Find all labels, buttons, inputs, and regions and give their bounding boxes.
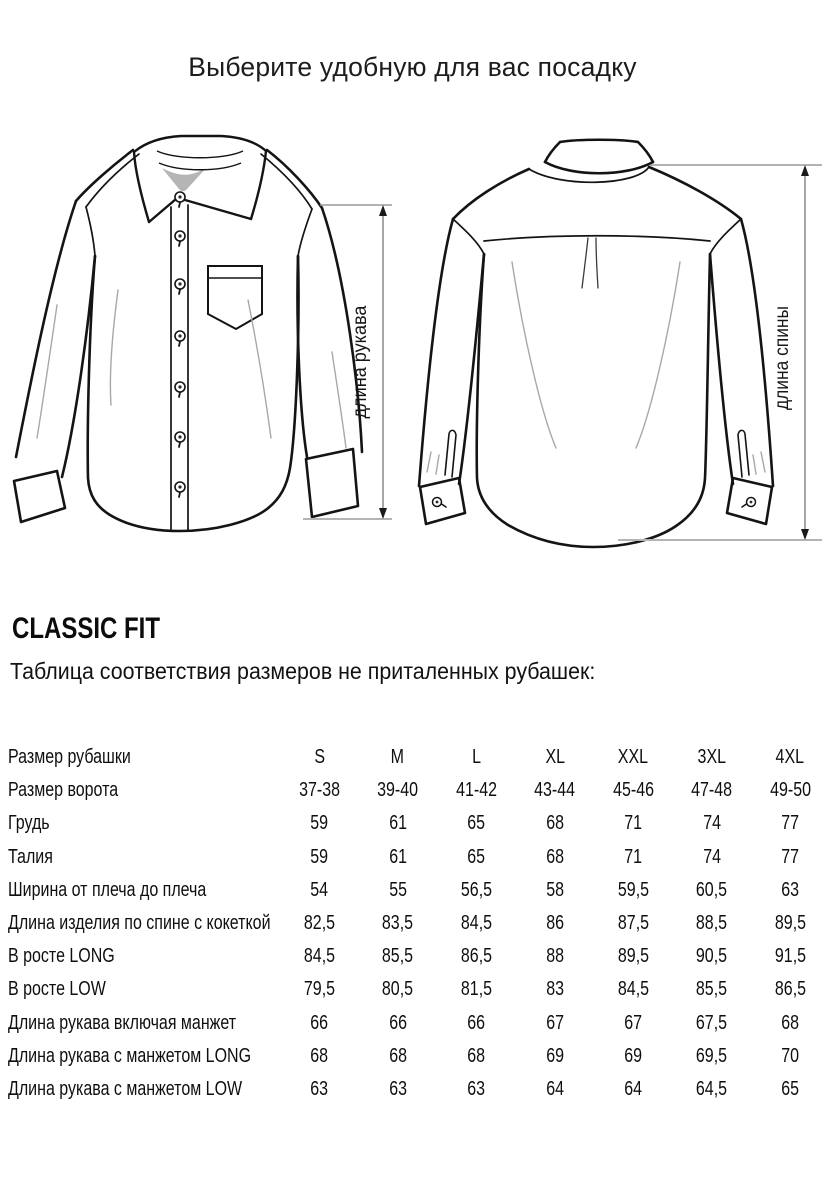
arrow-up-icon [379, 205, 387, 216]
size-value-cell: 77 [781, 845, 800, 868]
row-label: Длина рукава с манжетом LOW [8, 1077, 243, 1100]
size-value-cell: 61 [388, 812, 407, 835]
size-value-cell: 60,5 [696, 878, 728, 901]
size-table [8, 741, 825, 1106]
size-value-cell: 68 [467, 1044, 486, 1067]
size-value-cell: 74 [702, 845, 721, 868]
size-value-cell: 82,5 [303, 912, 335, 935]
size-value-cell: 87,5 [617, 912, 649, 935]
size-value-cell: 68 [545, 812, 564, 835]
size-value-cell: 65 [467, 845, 486, 868]
size-value-cell: 55 [388, 878, 407, 901]
back-length-dimension [618, 165, 822, 540]
size-value-cell: 86,5 [460, 945, 492, 968]
size-value-cell: 64 [545, 1077, 564, 1100]
row-label: В росте LONG [8, 945, 115, 968]
size-value-cell: 88,5 [696, 912, 728, 935]
center-pleat [582, 238, 598, 288]
size-value-cell: 63 [467, 1077, 486, 1100]
size-value-cell: 68 [388, 1044, 407, 1067]
size-value-cell: 84,5 [617, 978, 649, 1001]
size-value-cell: 71 [624, 845, 643, 868]
size-value-cell: 74 [702, 812, 721, 835]
row-label: В росте LOW [8, 978, 106, 1001]
size-value-cell: 69 [545, 1044, 564, 1067]
sleeve-length-label: длина рукава [350, 299, 371, 419]
size-value-cell: 45-46 [612, 779, 654, 802]
size-value-cell: 86,5 [774, 978, 806, 1001]
size-value-cell: 65 [467, 812, 486, 835]
size-value-cell: 91,5 [774, 945, 806, 968]
size-column-header: 3XL [697, 746, 726, 769]
size-value-cell: 64 [624, 1077, 643, 1100]
size-column-header: L [471, 746, 481, 769]
arrow-down-icon [379, 508, 387, 519]
size-value-cell: 64,5 [696, 1077, 728, 1100]
size-value-cell: 41-42 [455, 779, 497, 802]
size-value-cell: 84,5 [303, 945, 335, 968]
table-subtitle [10, 658, 639, 685]
size-column-header: XXL [618, 746, 649, 769]
size-value-cell: 89,5 [774, 912, 806, 935]
size-column-header: 4XL [776, 746, 805, 769]
pocket [208, 266, 262, 329]
size-value-cell: 65 [781, 1077, 800, 1100]
back-length-label: длина спины [772, 296, 793, 410]
size-value-cell: 84,5 [460, 912, 492, 935]
size-value-cell: 80,5 [382, 978, 414, 1001]
size-value-cell: 69,5 [696, 1044, 728, 1067]
classic-fit-heading [12, 612, 197, 646]
size-value-cell: 90,5 [696, 945, 728, 968]
row-label: Талия [8, 845, 53, 868]
size-value-cell: 43-44 [534, 779, 576, 802]
size-value-cell: 86 [545, 912, 564, 935]
size-value-cell: 70 [781, 1044, 800, 1067]
size-value-cell: 66 [388, 1011, 407, 1034]
row-label: Размер рубашки [8, 746, 131, 769]
size-value-cell: 67,5 [696, 1011, 728, 1034]
size-value-cell: 89,5 [617, 945, 649, 968]
table-subtitle-text: Таблица соответствия размеров не приталенных рубашек: [10, 658, 596, 684]
row-label: Ширина от плеча до плеча [8, 878, 207, 901]
size-value-cell: 63 [781, 878, 800, 901]
shirt-front-drawing [0, 125, 400, 600]
shirt-front-seams [86, 154, 312, 531]
row-label: Грудь [8, 812, 50, 835]
size-value-cell: 58 [545, 878, 564, 901]
classic-fit-heading-text: CLASSIC FIT [12, 612, 160, 645]
size-value-cell: 77 [781, 812, 800, 835]
size-column-header: M [391, 746, 405, 769]
size-value-cell: 47-48 [691, 779, 733, 802]
collar-inner-shade [162, 168, 206, 191]
row-label: Длина рукава включая манжет [8, 1011, 237, 1034]
row-label: Размер ворота [8, 779, 119, 802]
size-value-cell: 68 [310, 1044, 329, 1067]
size-value-cell: 54 [310, 878, 329, 901]
sleeve-length-dimension [303, 205, 392, 519]
collar-front [134, 136, 266, 222]
arrow-down-icon [801, 529, 809, 540]
arrow-up-icon [801, 165, 809, 176]
size-value-cell: 85,5 [382, 945, 414, 968]
size-value-cell: 66 [310, 1011, 329, 1034]
page-title: Выберите удобную для вас посадку [188, 52, 637, 82]
size-value-cell: 56,5 [460, 878, 492, 901]
size-value-cell: 59 [310, 812, 329, 835]
size-column-header: XL [544, 746, 565, 769]
size-value-cell: 63 [388, 1077, 407, 1100]
row-label: Длина рукава с манжетом LONG [8, 1044, 252, 1067]
size-column-header: S [313, 746, 325, 769]
size-value-cell: 67 [545, 1011, 564, 1034]
size-value-cell: 81,5 [460, 978, 492, 1001]
yoke-seam [484, 236, 710, 241]
size-value-cell: 39-40 [377, 779, 419, 802]
size-value-cell: 37-38 [298, 779, 340, 802]
size-value-cell: 67 [624, 1011, 643, 1034]
size-value-cell: 68 [781, 1011, 800, 1034]
size-value-cell: 88 [545, 945, 564, 968]
shirt-back-drawing [400, 125, 825, 600]
size-value-cell: 59,5 [617, 878, 649, 901]
size-value-cell: 49-50 [769, 779, 811, 802]
size-value-cell: 79,5 [303, 978, 335, 1001]
size-value-cell: 68 [545, 845, 564, 868]
size-value-cell: 85,5 [696, 978, 728, 1001]
row-label: Длина изделия по спине с кокеткой [8, 912, 271, 935]
size-value-cell: 63 [310, 1077, 329, 1100]
size-value-cell: 61 [388, 845, 407, 868]
size-value-cell: 83,5 [382, 912, 414, 935]
size-value-cell: 69 [624, 1044, 643, 1067]
buttons [175, 192, 185, 497]
size-value-cell: 59 [310, 845, 329, 868]
size-value-cell: 66 [467, 1011, 486, 1034]
size-value-cell: 71 [624, 812, 643, 835]
size-value-cell: 83 [545, 978, 564, 1001]
shirt-back-seams [453, 167, 741, 254]
shirt-back-outline [419, 140, 773, 547]
